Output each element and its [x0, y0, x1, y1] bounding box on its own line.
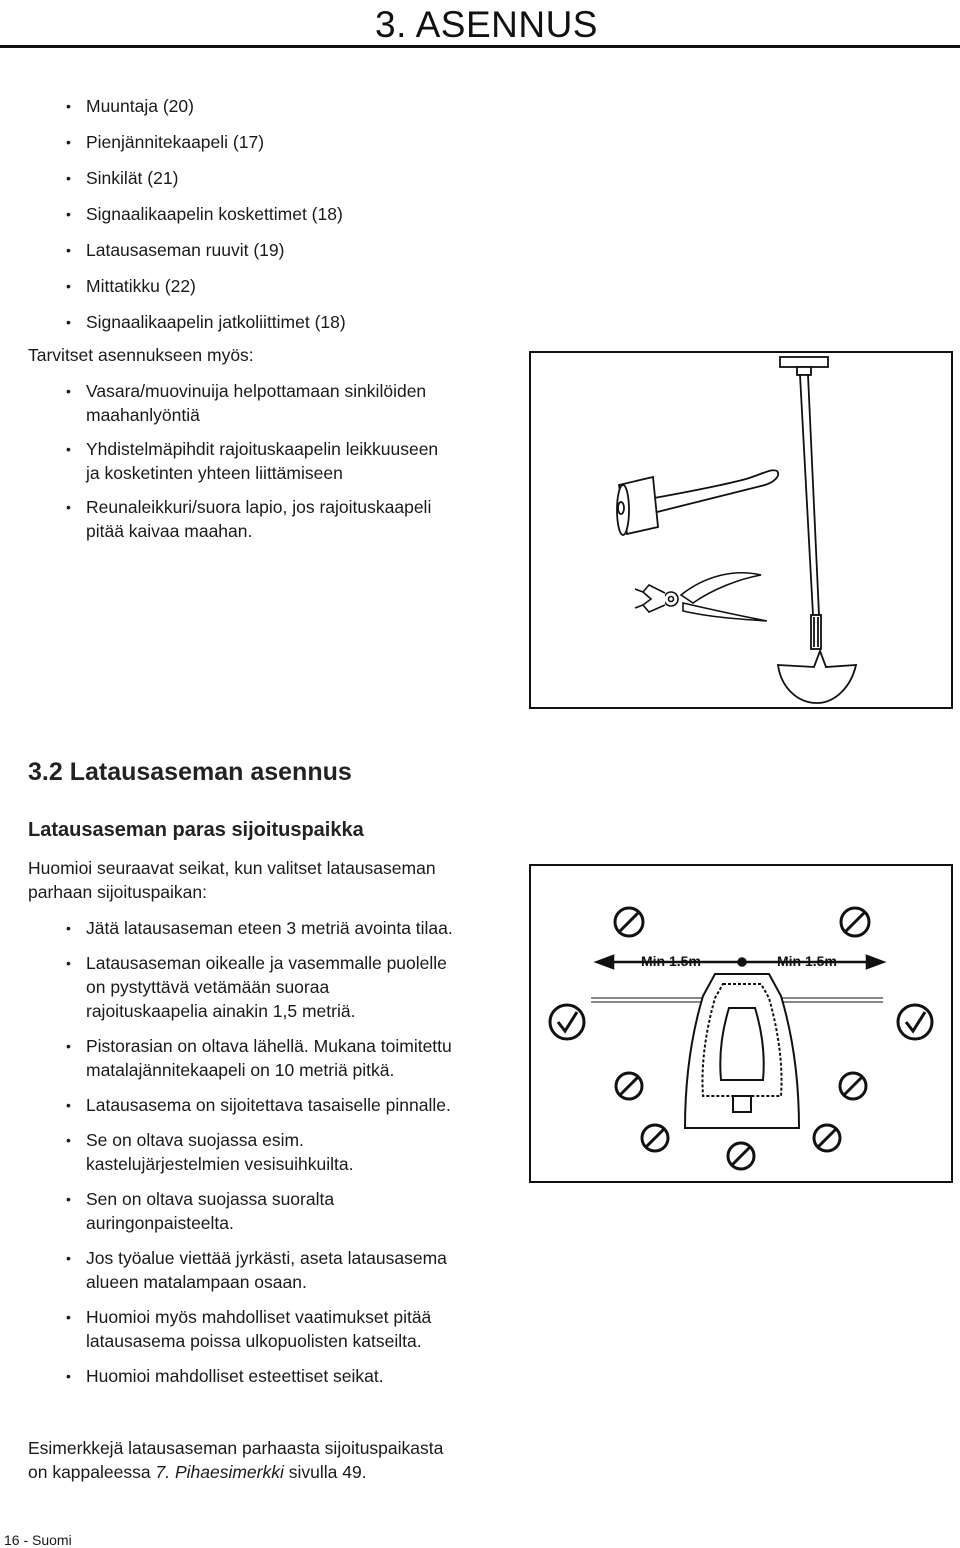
distance-arrow	[597, 956, 883, 968]
list-item: • Huomioi mahdolliset esteettiset seikat.	[66, 1364, 516, 1388]
tools-illustration	[529, 351, 953, 709]
prohibited-icon	[642, 1125, 668, 1151]
approved-icon	[550, 1005, 584, 1039]
parts-list	[66, 94, 506, 334]
section-subtitle: Latausaseman paras sijoituspaikka	[28, 819, 364, 841]
tools-intro: Tarvitset asennukseen myös:	[28, 345, 254, 365]
prohibited-icon	[814, 1125, 840, 1151]
example-reference: Esimerkkejä latausaseman parhaasta sijoituspaikasta on kappaleessa 7. Pihaesimerkki sivulla 49.	[28, 1438, 444, 1482]
min-distance-left-label: Min 1.5m	[641, 953, 701, 969]
list-item: • Huomioi myös mahdolliset vaatimukset pitää latausasema poissa ulkopuolisten katseilta.	[66, 1305, 516, 1353]
section-intro: Huomioi seuraavat seikat, kun valitset latausaseman parhaan sijoituspaikan:	[28, 858, 436, 902]
approved-icon	[898, 1005, 932, 1039]
section-title: 3.2 Latausaseman asennus	[28, 758, 352, 786]
list-item: • Jätä latausaseman eteen 3 metriä avointa tilaa.	[66, 916, 516, 940]
list-item: • Latausasema on sijoitettava tasaiselle pinnalle.	[66, 1093, 516, 1117]
list-item: • Se on oltava suojassa esim. kastelujärjestelmien vesisuihkuilta.	[66, 1128, 516, 1176]
list-item: • Muuntaja (20)	[66, 94, 506, 118]
min-distance-right-label: Min 1.5m	[777, 953, 837, 969]
list-item: • Reunaleikkuri/suora lapio, jos rajoituskaapeli pitää kaivaa maahan.	[66, 495, 516, 543]
header-rule	[0, 45, 960, 48]
placement-diagram	[529, 864, 953, 1183]
example-chapter-link: 7. Pihaesimerkki	[155, 1462, 284, 1482]
prohibited-icon	[728, 1143, 754, 1169]
list-item: • Vasara/muovinuija helpottamaan sinkilöiden maahanlyöntiä	[66, 379, 516, 427]
prohibited-icon	[615, 908, 643, 936]
list-item: • Signaalikaapelin jatkoliittimet (18)	[66, 310, 506, 334]
list-item: • Pistorasian on oltava lähellä. Mukana toimitettu matalajännitekaapeli on 10 metriä pitkä.	[66, 1034, 516, 1082]
tools-list	[66, 379, 516, 543]
pliers-icon	[635, 573, 767, 621]
hammer-icon	[617, 470, 778, 535]
list-item: • Pienjännitekaapeli (17)	[66, 130, 506, 154]
list-item: • Sinkilät (21)	[66, 166, 506, 190]
prohibited-icon	[616, 1073, 642, 1099]
list-item: • Yhdistelmäpihdit rajoituskaapelin leikkuuseen ja kosketinten yhteen liittämiseen	[66, 437, 516, 485]
list-item: • Jos työalue viettää jyrkästi, aseta latausasema alueen matalampaan osaan.	[66, 1246, 516, 1294]
list-item: • Sen on oltava suojassa suoralta auringonpaisteelta.	[66, 1187, 516, 1235]
page-title: 3. ASENNUS	[375, 4, 598, 45]
list-item: • Signaalikaapelin koskettimet (18)	[66, 202, 506, 226]
prohibited-icon	[840, 1073, 866, 1099]
placement-list	[66, 916, 516, 1388]
list-item: • Latausaseman ruuvit (19)	[66, 238, 506, 262]
list-item: • Latausaseman oikealle ja vasemmalle puolelle on pystyttävä vetämään suoraa rajoituskaapelia ainakin 1,5 metriä.	[66, 951, 516, 1023]
list-item: • Mittatikku (22)	[66, 274, 506, 298]
prohibited-icon	[841, 908, 869, 936]
charging-station-icon	[685, 974, 799, 1128]
page-number: 16 - Suomi	[4, 1532, 72, 1548]
spade-icon	[778, 357, 856, 703]
